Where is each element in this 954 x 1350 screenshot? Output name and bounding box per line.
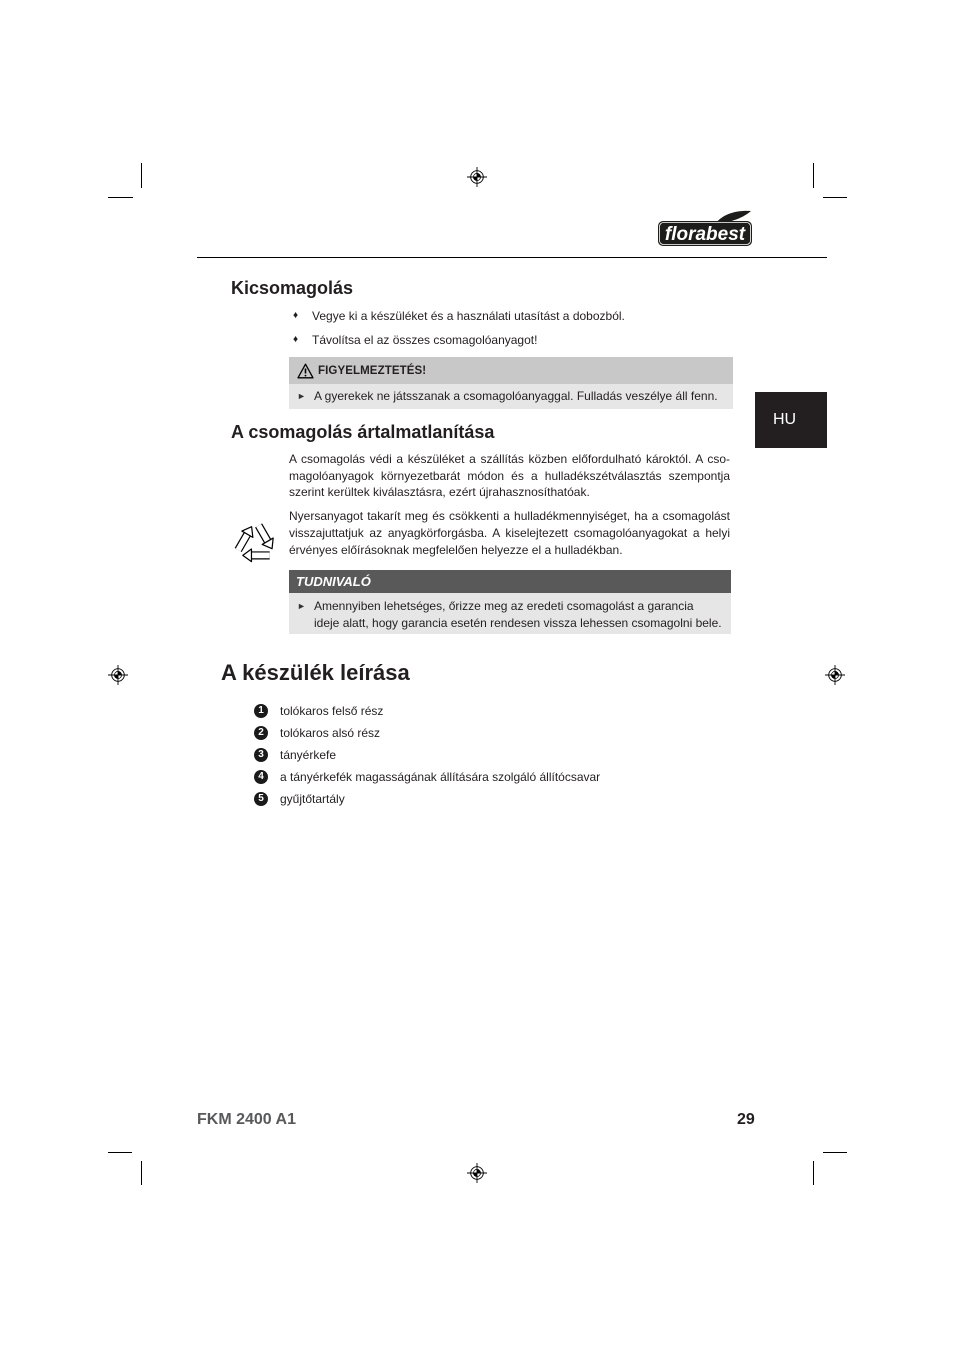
registration-mark-icon xyxy=(467,1163,487,1183)
list-item xyxy=(293,332,537,348)
parts-list xyxy=(254,700,600,810)
list-item xyxy=(293,308,625,324)
number-badge: 5 xyxy=(254,792,268,806)
crop-mark xyxy=(141,1161,142,1185)
crop-mark xyxy=(813,163,814,188)
crop-mark xyxy=(823,197,847,198)
paragraph-line: érvényes előírásoknak megfelelően helyezze el a hulladékban. xyxy=(289,543,623,557)
registration-mark-icon xyxy=(108,665,128,685)
disposal-paragraph xyxy=(289,451,730,501)
crop-mark xyxy=(108,1152,132,1153)
paragraph-line: visszajuttatjuk az anyagkörforgásba. A kiselejtezett csomagolóanyagokat a helyi xyxy=(289,526,730,540)
number-badge: 3 xyxy=(254,748,268,762)
list-item xyxy=(254,700,600,722)
list-item xyxy=(254,766,600,788)
part-label: gyűjtőtartály xyxy=(280,792,345,806)
note-line: ideje alatt, hogy garancia esetén rendesen vissza lehessen csomagolni bele. xyxy=(314,615,722,630)
paragraph-line: A csomagolás védi a készüléket a szállítás közben előfordulható károktól. A cso- xyxy=(289,452,730,466)
recycling-paragraph xyxy=(289,508,730,559)
page-number: 29 xyxy=(737,1111,755,1128)
crop-mark xyxy=(108,197,133,198)
arrow-right-icon: ► xyxy=(297,600,306,611)
recycle-icon xyxy=(227,509,284,566)
note-body xyxy=(289,593,731,634)
warning-box xyxy=(289,357,733,409)
part-label: a tányérkefék magasságának állítására szolgáló állítócsavar xyxy=(280,770,601,784)
crop-mark xyxy=(813,1161,814,1185)
list-item xyxy=(254,788,600,810)
paragraph-line: magolóanyagok környezetbarát módon és a hulladékszétválasztás szempontja xyxy=(289,468,730,483)
warning-header xyxy=(289,357,733,384)
note-label: TUDNIVALÓ xyxy=(289,570,731,593)
header-rule xyxy=(197,257,827,258)
note-text xyxy=(314,598,722,632)
arrow-right-icon: ► xyxy=(297,391,306,401)
diamond-bullet-icon: ♦ xyxy=(293,310,299,321)
warning-label: FIGYELMEZTETÉS! xyxy=(318,364,427,377)
warning-triangle-icon xyxy=(297,363,314,379)
description-heading: A készülék leírása xyxy=(221,660,410,685)
registration-mark-icon xyxy=(467,167,487,187)
florabest-logo xyxy=(656,208,754,248)
footer-model: FKM 2400 A1 xyxy=(197,1111,296,1128)
crop-mark xyxy=(823,1152,847,1153)
note-box xyxy=(289,570,731,634)
part-label: tolókaros felső rész xyxy=(280,704,384,718)
crop-mark xyxy=(141,163,142,188)
language-tab: HU xyxy=(755,392,827,448)
warning-body xyxy=(289,384,733,409)
number-badge: 2 xyxy=(254,726,268,740)
list-item xyxy=(254,744,600,766)
list-item-text: Vegye ki a készüléket és a használati utasítást a dobozból. xyxy=(312,309,625,323)
disposal-heading: A csomagolás ártalmatlanítása xyxy=(231,422,495,442)
warning-text: A gyerekek ne játsszanak a csomagolóanyaggal. Fulladás veszélye áll fenn. xyxy=(314,389,718,403)
note-line: Amennyiben lehetséges, őrizze meg az eredeti csomagolást a garancia xyxy=(314,598,694,613)
number-badge: 4 xyxy=(254,770,268,784)
logo-text: florabest xyxy=(664,224,746,245)
number-badge: 1 xyxy=(254,704,268,718)
paragraph-line: Nyersanyagot takarít meg és csökkenti a hulladékmennyiséget, ha a csomagolást xyxy=(289,509,730,523)
registration-mark-icon xyxy=(825,665,845,685)
list-item xyxy=(254,722,600,744)
paragraph-line: szerint kerültek kiválasztásra, ezért újrahasznosíthatóak. xyxy=(289,485,590,499)
part-label: tolókaros alsó rész xyxy=(280,726,381,740)
list-item-text: Távolítsa el az összes csomagolóanyagot! xyxy=(312,333,538,347)
unpacking-heading: Kicsomagolás xyxy=(231,278,354,298)
part-label: tányérkefe xyxy=(280,748,337,762)
diamond-bullet-icon: ♦ xyxy=(293,334,299,345)
